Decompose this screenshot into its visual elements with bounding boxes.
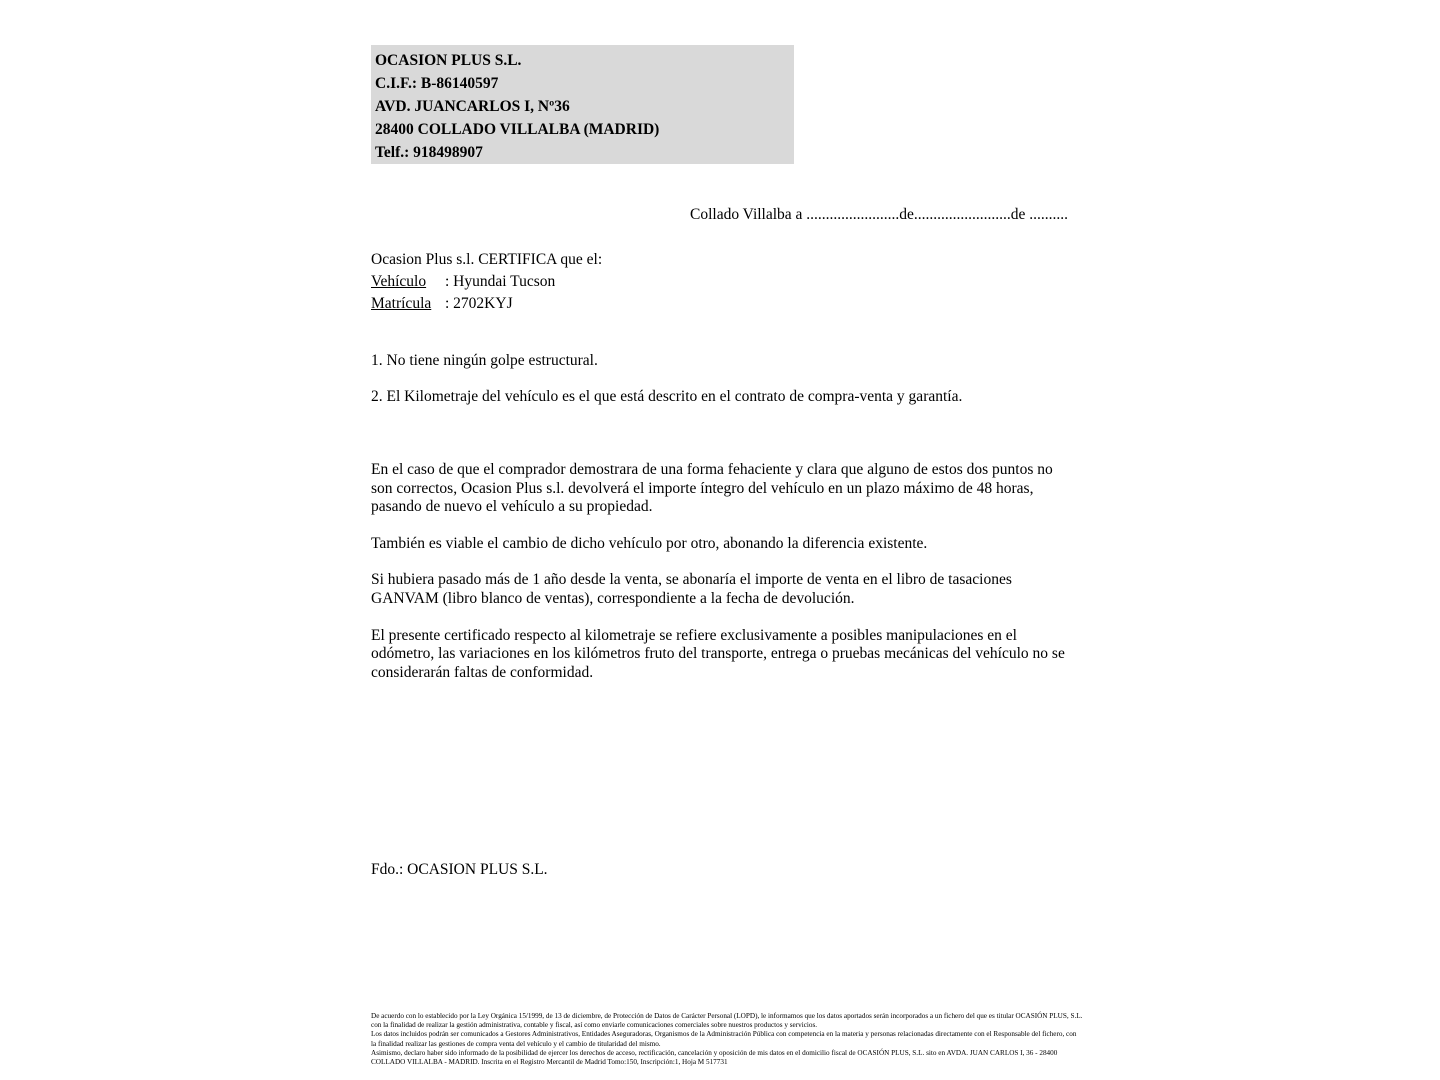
terms-paragraphs (371, 461, 1071, 700)
signature-line: Fdo.: OCASION PLUS S.L. (371, 861, 548, 878)
vehicle-label: Vehículo (371, 273, 427, 290)
paragraph-exchange: También es viable el cambio de dicho vehículo por otro, abonando la diferencia existente. (371, 534, 928, 552)
vehicle-label-container (371, 271, 445, 293)
certification-block (371, 249, 602, 315)
point-2: 2. El Kilometraje del vehículo es el que está descrito en el contrato de compra-venta y garantía. (371, 387, 963, 405)
certified-points (371, 352, 1071, 423)
company-phone: Telf.: 918498907 (375, 144, 483, 161)
vehicle-row (371, 271, 602, 293)
company-cif: C.I.F.: B-86140597 (375, 75, 499, 92)
plate-label: Matrícula (371, 295, 432, 312)
date-line: Collado Villalba a ........................de.........................de .......... (690, 206, 1069, 223)
certify-intro: Ocasion Plus s.l. CERTIFICA que el: (371, 251, 603, 268)
footer-data-sharing-line: Los datos incluidos podrán ser comunicados a Gestores Administrativos, Entidades Aseguradoras, Organismos de la Administración Pública con competencia en la materia y personas relacionadas directamente con el Responsable del fichero, con la finalidad realizar las gestiones de compra venta del vehículo y el cambio de titularidad del mismo. (371, 1030, 1077, 1048)
plate-value: : 2702KYJ (445, 295, 513, 312)
company-name: OCASION PLUS S.L. (375, 52, 522, 69)
plate-label-container (371, 293, 445, 315)
footer-lopd-line: De acuerdo con lo establecido por la Ley Orgánica 15/1999, de 13 de diciembre, de Protección de Datos de Carácter Personal (LOPD), le informamos que los datos aportados serán incorporados a un fichero del que es titular OCASIÓN PLUS, S.L. con la finalidad de realizar la gestión administrativa, contable y fiscal, así como enviarle comunicaciones comerciales sobre nuestros productos y servicios. (371, 1012, 1083, 1030)
paragraph-ganvam: Si hubiera pasado más de 1 año desde la venta, se abonaría el importe de venta en el libro de tasaciones GANVAM (libro blanco de ventas), correspondiente a la fecha de devolución. (371, 571, 1012, 607)
paragraph-odometer: El presente certificado respecto al kilometraje se refiere exclusivamente a posibles manipulaciones en el odómetro, las variaciones en los kilómetros fruto del transporte, entrega o pruebas mecánicas del vehículo no se considerarán faltas de conformidad. (371, 626, 1065, 681)
plate-row (371, 293, 602, 315)
company-address: AVD. JUANCARLOS I, Nº36 (375, 98, 570, 115)
legal-footer (371, 1012, 1083, 1067)
point-1: 1. No tiene ningún golpe estructural. (371, 352, 598, 369)
footer-rights-line: Asimismo, declaro haber sido informado de la posibilidad de ejercer los derechos de acceso, rectificación, cancelación y oposición de mis datos en el domicilio fiscal de OCASIÓN PLUS, S.L. sito en AVDA. JUAN CARLOS I, 36 - 28400 COLLADO VILLALBA - MADRID. Inscrita en el Registro Mercantil de Madrid Tomo:150, Inscripción:1, Hoja M 517731 (371, 1048, 1058, 1067)
company-header-box (371, 45, 794, 164)
vehicle-value: : Hyundai Tucson (445, 273, 556, 290)
company-city: 28400 COLLADO VILLALBA (MADRID) (375, 121, 660, 138)
paragraph-refund: En el caso de que el comprador demostrara de una forma fehaciente y clara que alguno de estos dos puntos no son correctos, Ocasion Plus s.l. devolverá el importe íntegro del vehículo en un plazo máximo de 48 horas, pasando de nuevo el vehículo a su propiedad. (371, 461, 1053, 516)
